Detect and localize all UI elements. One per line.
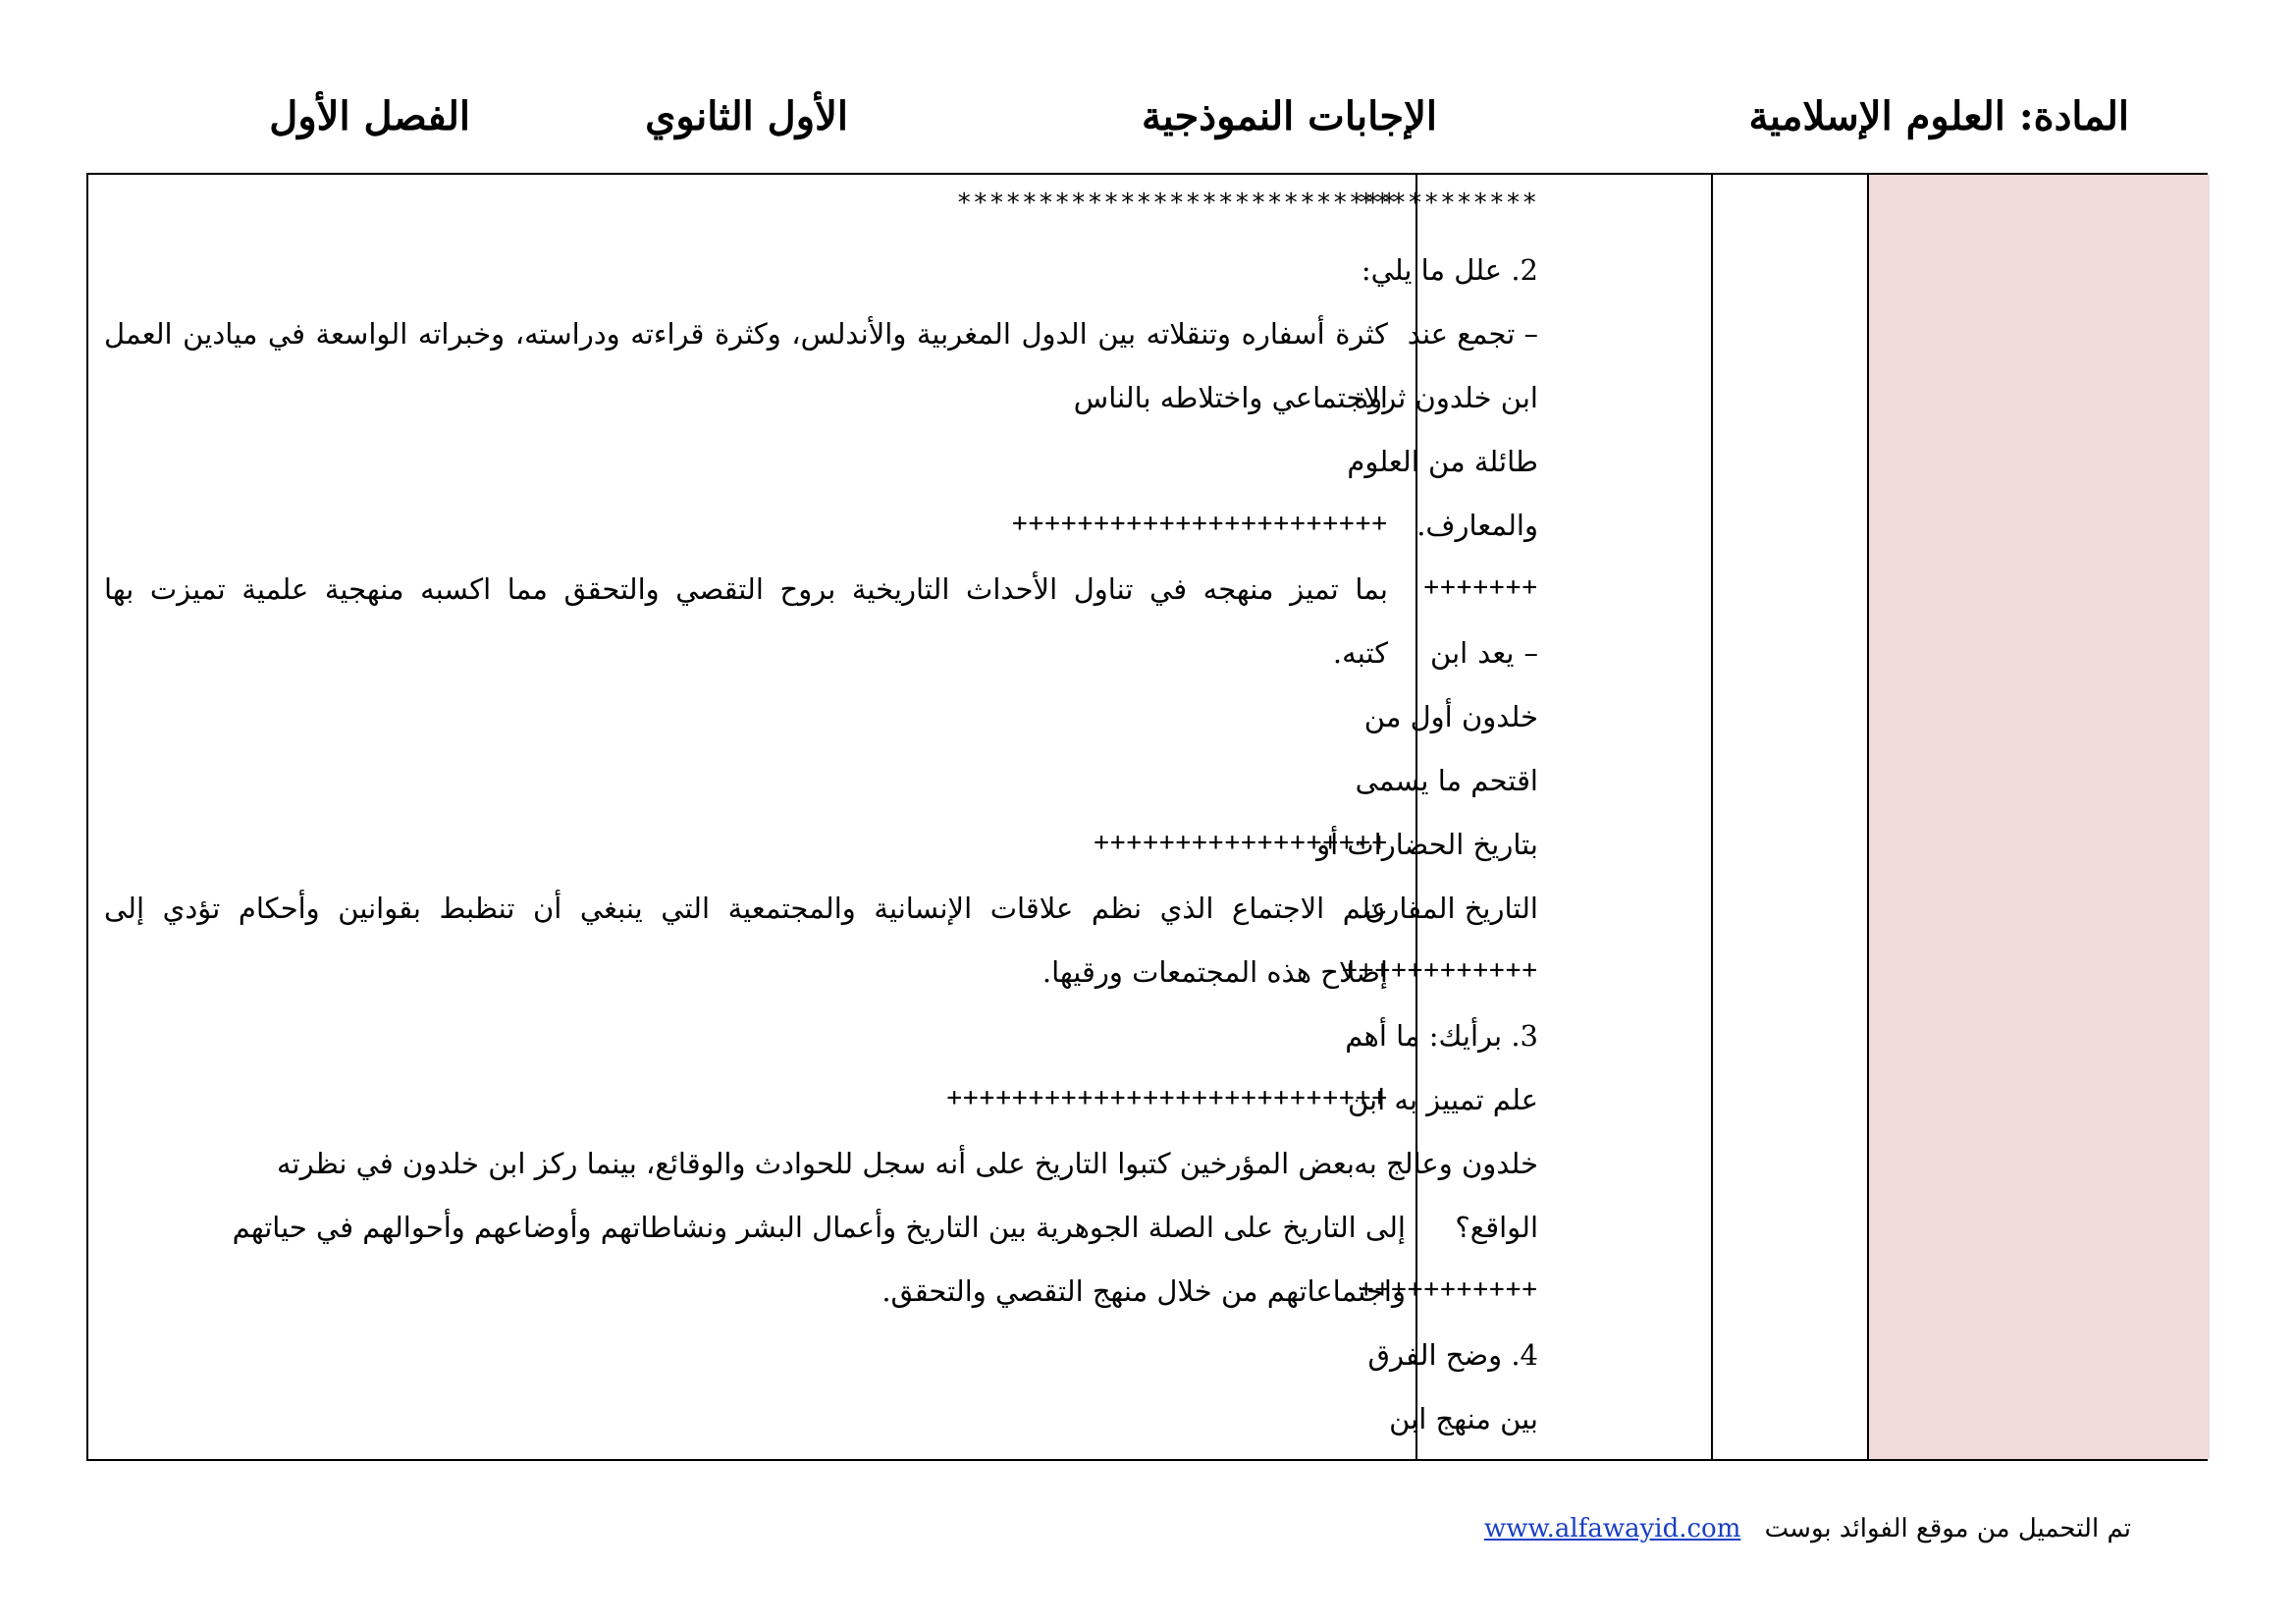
question-line: التاريخ المقارن. xyxy=(1355,892,1538,925)
answer-line: كثرة أسفاره وتنقلاته بين الدول المغربية والأندلس، وكثرة قراءته ودراسته، وخبراته الواسعة في ميادين العمل xyxy=(104,317,1388,351)
question-line: علم تمييز به ابن xyxy=(1347,1083,1538,1116)
question-line: – يعد ابن xyxy=(1430,636,1538,670)
separator-plus: +++++++ xyxy=(1423,572,1538,602)
separator-plus: +++++++++++++++++++++++++++ xyxy=(946,1083,1388,1112)
answer-column xyxy=(88,175,1415,1459)
question-item: 3. برأيك: ما أهم xyxy=(1345,1019,1538,1053)
answer-line: بما تميز منهجه في تناول الأحداث التاريخية بروح التقصي والتحقق مما اكسبه منهجية علمية تميزت بها xyxy=(104,572,1388,606)
question-line: خلدون أول من xyxy=(1363,700,1538,733)
table-empty-column xyxy=(1711,175,1867,1459)
document-subject: المادة: العلوم الإسلامية xyxy=(1748,93,2129,139)
answer-line: الاجتماعي واختلاطه بالناس xyxy=(1073,381,1388,414)
separator-stars: *************************** xyxy=(956,189,1398,218)
question-line: اقتحم ما يسمى xyxy=(1355,764,1538,797)
question-line: طائلة من العلوم xyxy=(1347,445,1538,478)
question-line: والمعارف. xyxy=(1416,509,1538,542)
separator-stars: *********** xyxy=(1358,189,1538,218)
footer-link[interactable]: www.alfawayid.com xyxy=(1483,1514,1741,1543)
question-item: 4. وضح الفرق xyxy=(1367,1338,1538,1372)
question-line: الواقع؟ xyxy=(1455,1211,1538,1244)
footer-text: تم التحميل من موقع الفوائد بوست xyxy=(1764,1514,2131,1543)
table-side-column-shaded xyxy=(1867,175,2210,1459)
answer-line: واجتماعاتهم من خلال منهج التقصي والتحقق. xyxy=(881,1274,1406,1308)
question-line: بتاريخ الحضارات أو xyxy=(1316,828,1538,861)
question-line: – تجمع عند xyxy=(1407,317,1538,351)
question-line: بين منهج ابن xyxy=(1389,1402,1538,1435)
question-line: ابن خلدون ثروة xyxy=(1354,381,1538,414)
answer-line: إلى التاريخ على الصلة الجوهرية بين التاريخ وأعمال البشر ونشاطاتهم وأوضاعهم وأحوالهم في حياتهم xyxy=(232,1211,1406,1244)
answers-table xyxy=(86,173,2208,1461)
question-item: 2. علل ما يلي: xyxy=(1361,253,1538,287)
footer xyxy=(1484,1514,2131,1543)
document-term: الفصل الأول xyxy=(269,93,470,139)
separator-plus: +++++++++++++++++++++++ xyxy=(1011,509,1388,538)
answer-line: بعض المؤرخين كتبوا التاريخ على أنه سجل للحوادث والوقائع، بينما ركز ابن خلدون في نظرته xyxy=(276,1147,1355,1180)
question-line: خلدون وعالج به xyxy=(1354,1147,1538,1180)
answer-line: علم الاجتماع الذي نظم علاقات الإنسانية والمجتمعية التي ينبغي أن تنظبط بقوانين وأحكام تؤدي إلى xyxy=(104,892,1388,925)
document-grade: الأول الثانوي xyxy=(645,93,848,139)
separator-plus: ++++++++++++++++++ xyxy=(1094,828,1388,857)
answer-line: إصلاح هذه المجتمعات ورقيها. xyxy=(1041,955,1388,989)
separator-plus: +++++++++++ xyxy=(1358,1274,1538,1304)
answer-line: كتبه. xyxy=(1332,636,1388,670)
separator-plus: ++++++++++++ xyxy=(1342,955,1538,985)
document-title: الإجابات النموذجية xyxy=(1142,93,1437,139)
